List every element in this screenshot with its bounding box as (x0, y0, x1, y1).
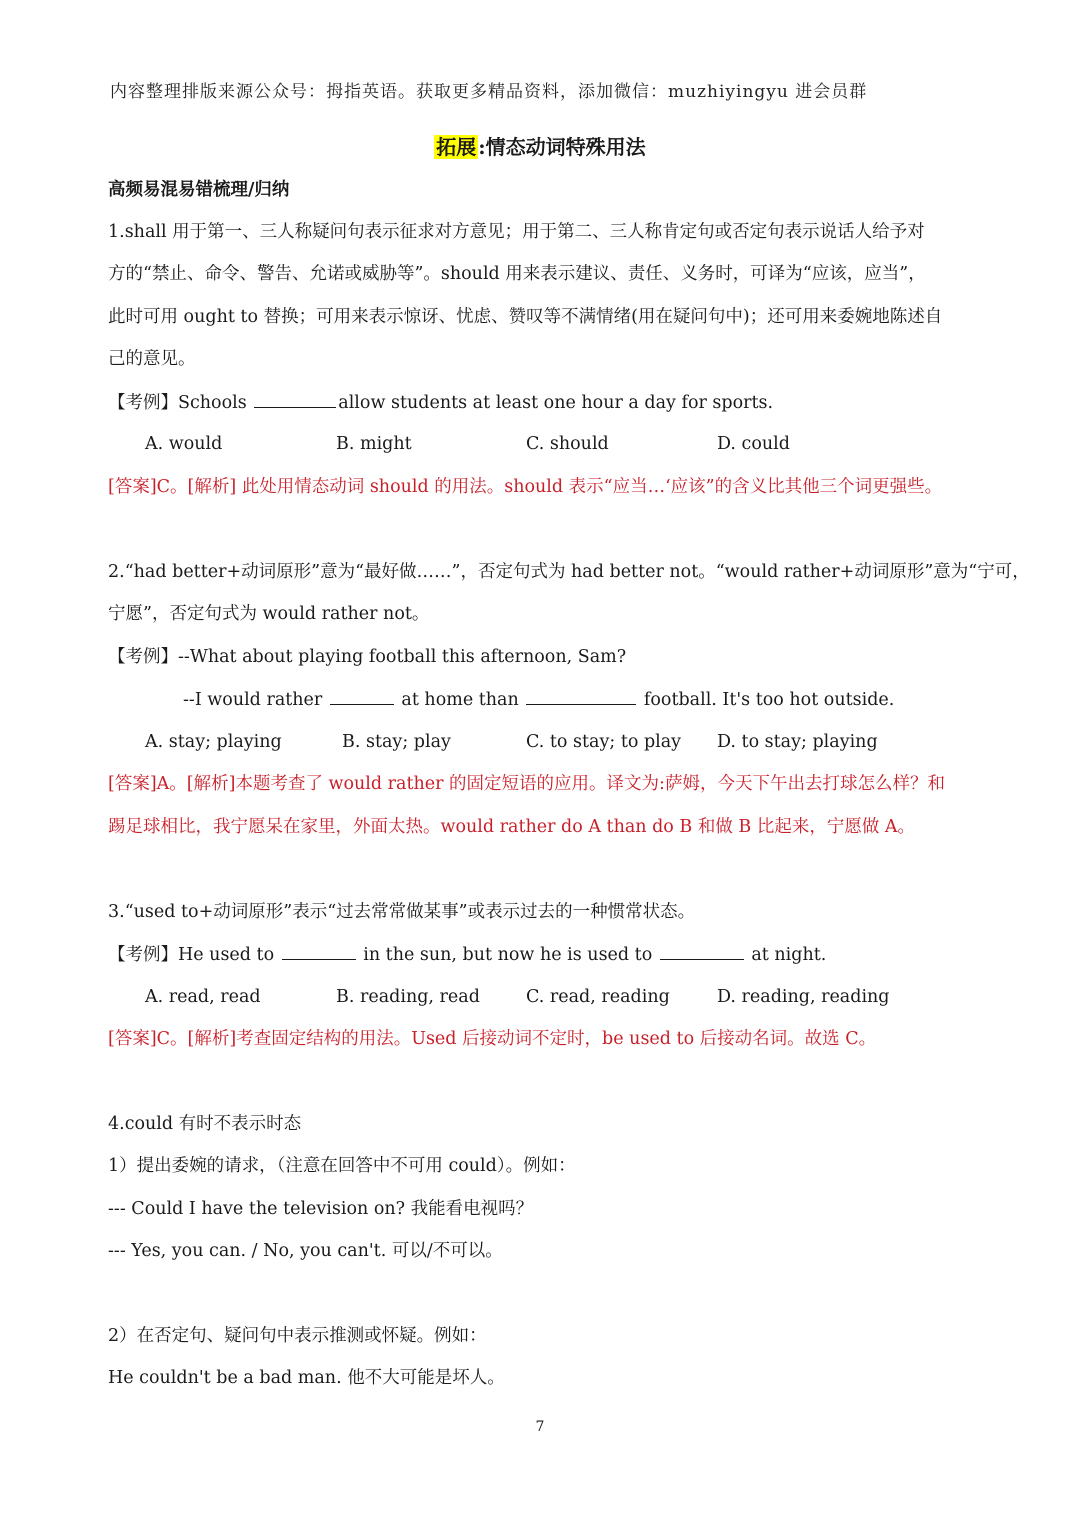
option-d: D. reading, reading (717, 987, 890, 1007)
example-tag: 【考例】 (108, 647, 178, 667)
s1-answer: [答案]C。[解析] 此处用情态动词 should 的用法。should 表示“应当…‘应该”的含义比其他三个词更强些。 (108, 477, 943, 497)
example-text: He used to (178, 945, 280, 965)
section-subtitle: 高频易混易错梳理/归纳 (108, 180, 290, 200)
source-header: 内容整理排版来源公众号：拇指英语。获取更多精品资料，添加微信：muzhiyingyu 进会员群 (110, 82, 868, 102)
answer-blank (254, 390, 336, 408)
example-text: in the sun, but now he is used to (357, 945, 658, 965)
answer-blank (526, 687, 636, 705)
s4-example-2: --- Yes, you can. / No, you can't. 可以/不可以。 (108, 1241, 503, 1261)
s4-point-2: 2）在否定句、疑问句中表示推测或怀疑。例如： (108, 1326, 487, 1346)
s2-line-2: 宁愿”，否定句式为 would rather not。 (108, 604, 430, 624)
s4-line-1: 4.could 有时不表示时态 (108, 1114, 302, 1134)
page-title (0, 132, 1080, 162)
option-a: A. stay; playing (145, 732, 282, 752)
example-tag: 【考例】 (108, 393, 178, 413)
example-text: allow students at least one hour a day for sports. (338, 393, 774, 413)
option-a: A. would (145, 434, 223, 454)
option-c: C. to stay; to play (526, 732, 682, 752)
option-b: B. stay; play (342, 732, 451, 752)
s3-answer: [答案]C。[解析]考查固定结构的用法。Used 后接动词不定时，be used to 后接动名词。故选 C。 (108, 1029, 877, 1049)
s2-answer-1: [答案]A。[解析]本题考查了 would rather 的固定短语的应用。译文为:萨姆，今天下午出去打球怎么样？和 (108, 774, 945, 794)
option-d: D. to stay; playing (717, 732, 878, 752)
option-b: B. reading, read (336, 987, 480, 1007)
option-a: A. read, read (145, 987, 261, 1007)
s1-line-3: 此时可用 ought to 替换；可用来表示惊讶、忧虑、赞叹等不满情绪(用在疑问句中)；还可用来委婉地陈述自 (108, 307, 943, 327)
example-text: --I would rather (183, 690, 328, 710)
option-c: C. read, reading (526, 987, 670, 1007)
s4-example-3: He couldn't be a bad man. 他不大可能是坏人。 (108, 1368, 505, 1388)
example-text: at home than (395, 690, 525, 710)
s4-point-1: 1）提出委婉的请求，（注意在回答中不可用 could）。例如： (108, 1156, 576, 1176)
example-text: at night. (745, 945, 827, 965)
s4-example-1: --- Could I have the television on? 我能看电视吗？ (108, 1199, 534, 1219)
answer-blank (282, 942, 356, 960)
title-rest: :情态动词特殊用法 (478, 135, 646, 159)
s2-example-reply (183, 687, 894, 712)
s1-example (108, 390, 773, 415)
example-text: Schools (178, 393, 253, 413)
example-tag: 【考例】 (108, 945, 178, 965)
page-number: 7 (535, 1419, 545, 1435)
example-text: --What about playing football this afternoon, Sam? (178, 647, 627, 667)
s3-example (108, 942, 826, 967)
option-d: D. could (717, 434, 790, 454)
s1-line-2: 方的“禁止、命令、警告、允诺或威胁等”。should 用来表示建议、责任、义务时，可译为“应该，应当”， (108, 264, 926, 284)
s1-line-1: 1.shall 用于第一、三人称疑问句表示征求对方意见；用于第二、三人称肯定句或否定句表示说话人给予对 (108, 222, 925, 242)
answer-blank (330, 687, 394, 705)
option-c: C. should (526, 434, 609, 454)
option-b: B. might (336, 434, 412, 454)
answer-blank (660, 942, 744, 960)
s1-line-4: 己的意见。 (108, 349, 196, 369)
s2-line-1: 2.“had better+动词原形”意为“最好做……”，否定句式为 had better not。“would rather+动词原形”意为“宁可， (108, 562, 1030, 582)
example-text: football. It's too hot outside. (638, 690, 895, 710)
title-highlight: 拓展 (436, 135, 477, 159)
s2-answer-2: 踢足球相比，我宁愿呆在家里，外面太热。would rather do A than do B 和做 B 比起来，宁愿做 A。 (108, 817, 916, 837)
s3-line-1: 3.“used to+动词原形”表示“过去常常做某事”或表示过去的一种惯常状态。 (108, 902, 696, 922)
s2-example (108, 645, 626, 669)
